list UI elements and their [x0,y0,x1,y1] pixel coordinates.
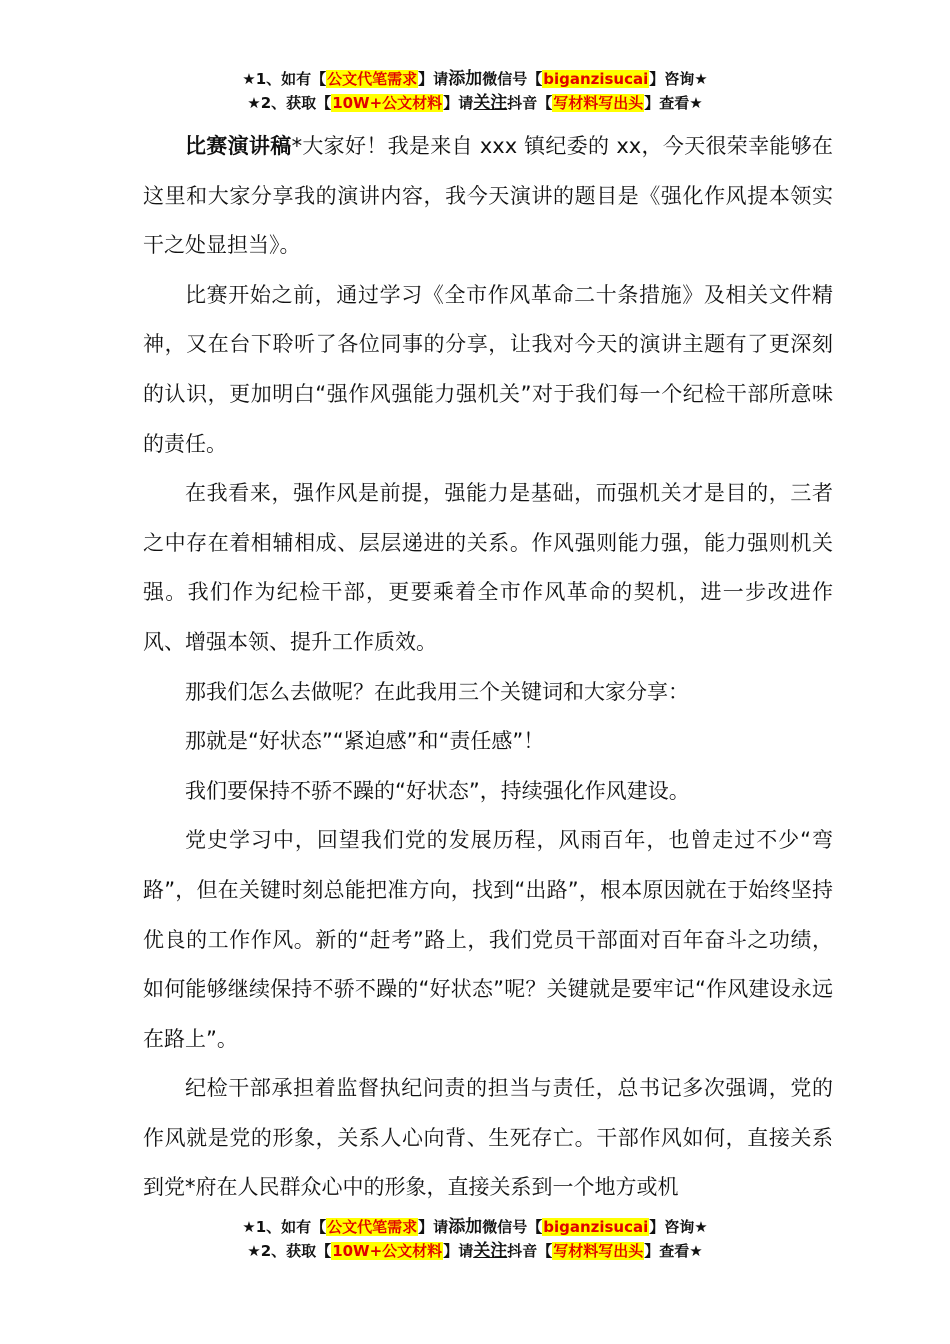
promo-highlight-wechat-id: biganzisucai [543,1218,649,1236]
promo-line-1 [0,1216,950,1240]
paragraph: 比赛开始之前，通过学习《全市作风革命二十条措施》及相关文件精神，又在台下聆听了各位同事的分享，让我对今天的演讲主题有了更深刻的认识，更加明白“强作风强能力强机关”对于我们每一个纪检干部所意味的责任。 [143,282,833,456]
promo-line-1 [0,68,950,92]
star-icon: ★ [242,1218,256,1236]
promo-line-2 [0,1240,950,1264]
promo-highlight-douyin: 写材料写出头 [553,94,644,112]
promo-emphasis-follow: 关注 [473,93,508,113]
promo-text: 1、如有【 [255,1218,327,1236]
star-icon: ★ [242,70,256,88]
paragraph: 那就是“好状态”“紧迫感”和“责任感”！ [185,729,545,754]
promo-emphasis-add: 添加 [448,1217,483,1237]
promo-text: 】请 [418,1218,449,1236]
promo-footer [0,1216,950,1264]
paragraph: 我们要保持不骄不躁的“好状态”，持续强化作风建设。 [185,778,690,803]
promo-highlight-materials: 10W+公文材料 [332,94,443,112]
promo-text: 微信号【 [482,1218,543,1236]
promo-line-2 [0,92,950,116]
document-title: 比赛演讲稿 [185,134,292,158]
promo-text: 抖音【 [507,1242,553,1260]
star-icon: ★ [247,1242,261,1260]
promo-emphasis-add: 添加 [448,69,483,89]
promo-highlight-wechat-id: biganzisucai [543,70,649,88]
paragraph: 纪检干部承担着监督执纪问责的担当与责任，总书记多次强调，党的作风就是党的形象，关系人心向背、生死存亡。干部作风如何，直接关系到党*府在人民群众心中的形象，直接关系到一个地方或机 [143,1076,833,1200]
promo-text: 】请 [443,1242,474,1260]
promo-text: 2、获取【 [260,94,332,112]
promo-text: 】咨询 [649,70,695,88]
paragraph: 党史学习中，回望我们党的发展历程，风雨百年，也曾走过不少“弯路”，但在关键时刻总能把准方向，找到“出路”，根本原因就在于始终坚持优良的工作作风。新的“赶考”路上，我们党员干部面对百年奋斗之功绩，如何能够继续保持不骄不躁的“好状态”呢？关键就是要牢记“作风建设永远在路上”。 [143,828,833,1051]
promo-highlight-douyin: 写材料写出头 [553,1242,644,1260]
promo-header-top [0,68,950,116]
promo-emphasis-follow: 关注 [473,1241,508,1261]
star-icon: ★ [694,70,708,88]
paragraph [143,122,833,271]
promo-text: 抖音【 [507,94,553,112]
paragraph: 在我看来，强作风是前提，强能力是基础，而强机关才是目的，三者之中存在着相辅相成、层层递进的关系。作风强则能力强，能力强则机关强。我们作为纪检干部，更要乘着全市作风革命的契机，进一步改进作风、增强本领、提升工作质效。 [143,481,833,654]
promo-text: 】请 [443,94,474,112]
promo-text: 微信号【 [482,70,543,88]
promo-text: 】请 [418,70,449,88]
promo-text: 2、获取【 [260,1242,332,1260]
star-icon: ★ [247,94,261,112]
promo-highlight-materials: 10W+公文材料 [332,1242,443,1260]
promo-highlight-service: 公文代笔需求 [327,70,418,88]
promo-text: 】查看 [644,1242,690,1260]
star-icon: ★ [689,94,703,112]
document-body [143,122,833,1200]
paragraph: 那我们怎么去做呢？在此我用三个关键词和大家分享： [185,679,689,704]
promo-text: 】咨询 [649,1218,695,1236]
promo-text: 1、如有【 [255,70,327,88]
promo-highlight-service: 公文代笔需求 [327,1218,418,1236]
star-icon: ★ [694,1218,708,1236]
promo-text: 】查看 [644,94,690,112]
paragraph-text: *大家好！我是来自 xxx 镇纪委的 xx，今天很荣幸能够在这里和大家分享我的演讲内容，我今天演讲的题目是《强化作风提本领实干之处显担当》。 [143,134,833,258]
star-icon: ★ [689,1242,703,1260]
